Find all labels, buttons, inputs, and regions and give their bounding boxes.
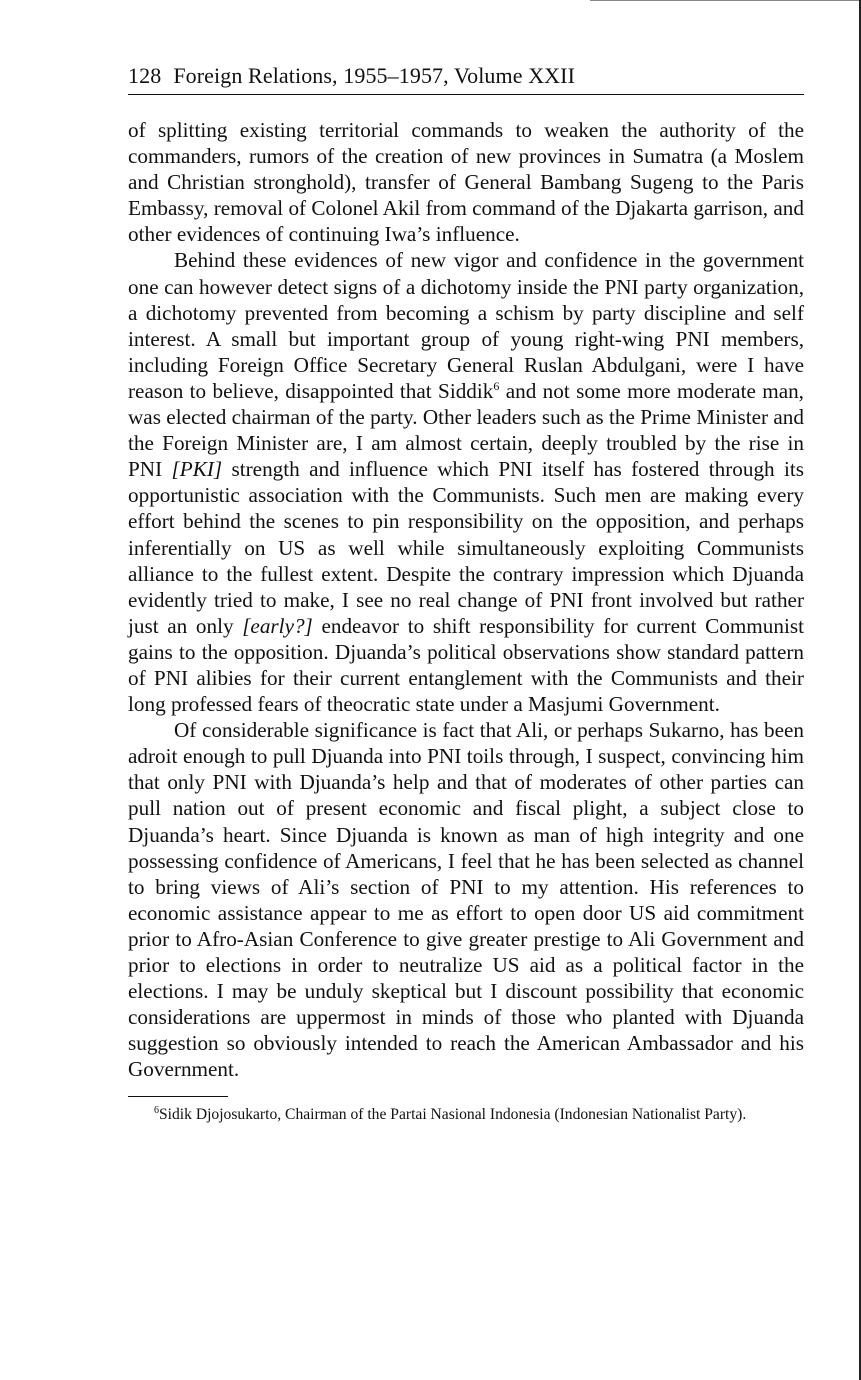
paragraph-dichotomy-part-d: endeavor to shift responsibility for current Communist gains to the opposition. Djuanda’s political observations show standard pattern of PNI alibies for their current entanglement with the Communists and their long professed fears of theocratic state under a Masjumi Government. <box>128 613 804 717</box>
footnote-marker: 6 <box>154 1105 159 1117</box>
volume-title: Foreign Relations, 1955–1957, Volume XXII <box>173 63 576 88</box>
paragraph-dichotomy-part-b: and not some more moderate man, was elected chairman of the party. Other leaders such as the Prime Minister and the Foreign Minister are, I am almost certain, deeply troubled by the rise in PNI <box>128 378 804 482</box>
body-text <box>128 117 804 1082</box>
paragraph-significance: Of considerable significance is fact that Ali, or perhaps Sukarno, has been adroit enough to pull Djuanda into PNI toils through, I suspect, convincing him that only PNI with Djuanda’s help and that of moderates of other parties can pull nation out of present economic and fiscal plight, a subject close to Djuanda’s heart. Since Djuanda is known as man of high integrity and one possessing confidence of Americans, I feel that he has been selected as channel to bring views of Ali’s section of PNI to my attention. His references to economic assistance appear to me as effort to open door US aid commitment prior to Afro-Asian Conference to give greater prestige to Ali Government and prior to elections in order to neutralize US aid as a political factor in the elections. I may be unduly skeptical but I discount possibility that economic considerations are uppermost in minds of those who planted with Djuanda suggestion so obviously intended to reach the American Ambassador and his Government. <box>128 718 804 1082</box>
footnote <box>128 1105 804 1125</box>
footnote-text: Sidik Djojosukarto, Chairman of the Partai Nasional Indonesia (Indonesian Nationalist Party). <box>159 1106 747 1124</box>
footnote-rule <box>128 1096 228 1097</box>
paragraph-dichotomy <box>128 247 804 717</box>
editorial-insert-pki: [PKI] <box>171 457 223 482</box>
scan-border-top <box>590 0 861 1</box>
editorial-insert-early: [early?] <box>242 613 313 638</box>
running-head <box>128 58 804 94</box>
paragraph-continuation: of splitting existing territorial commands to weaken the authority of the commanders, rumors of the creation of new provinces in Sumatra (a Moslem and Christian stronghold), transfer of General Bambang Sugeng to the Paris Embassy, removal of Colonel Akil from command of the Djakarta garrison, and other evidences of continuing Iwa’s influence. <box>128 118 804 247</box>
paragraph-dichotomy-part-a: Behind these evidences of new vigor and confidence in the government one can however detect signs of a dichotomy inside the PNI party organization, a dichotomy prevented from becoming a schism by party discipline and self interest. A small but important group of young right-wing PNI members, including Foreign Office Secretary General Ruslan Abdulgani, were I have reason to believe, disappointed that Siddik <box>128 248 804 403</box>
paragraph-dichotomy-part-c: strength and influence which PNI itself has fostered through its opportunistic association with the Communists. Such men are making every effort behind the scenes to pin responsibility on the opposition, and perhaps inferentially on US as well while simultaneously exploiting Communists alliance to the fullest extent. Despite the contrary impression which Djuanda evidently tried to make, I see no real change of PNI front involved but rather just an only <box>128 457 805 638</box>
footnote-reference: 6 <box>493 378 500 393</box>
header-rule <box>128 94 804 95</box>
page-number: 128 <box>128 63 162 88</box>
document-page <box>128 58 804 1125</box>
